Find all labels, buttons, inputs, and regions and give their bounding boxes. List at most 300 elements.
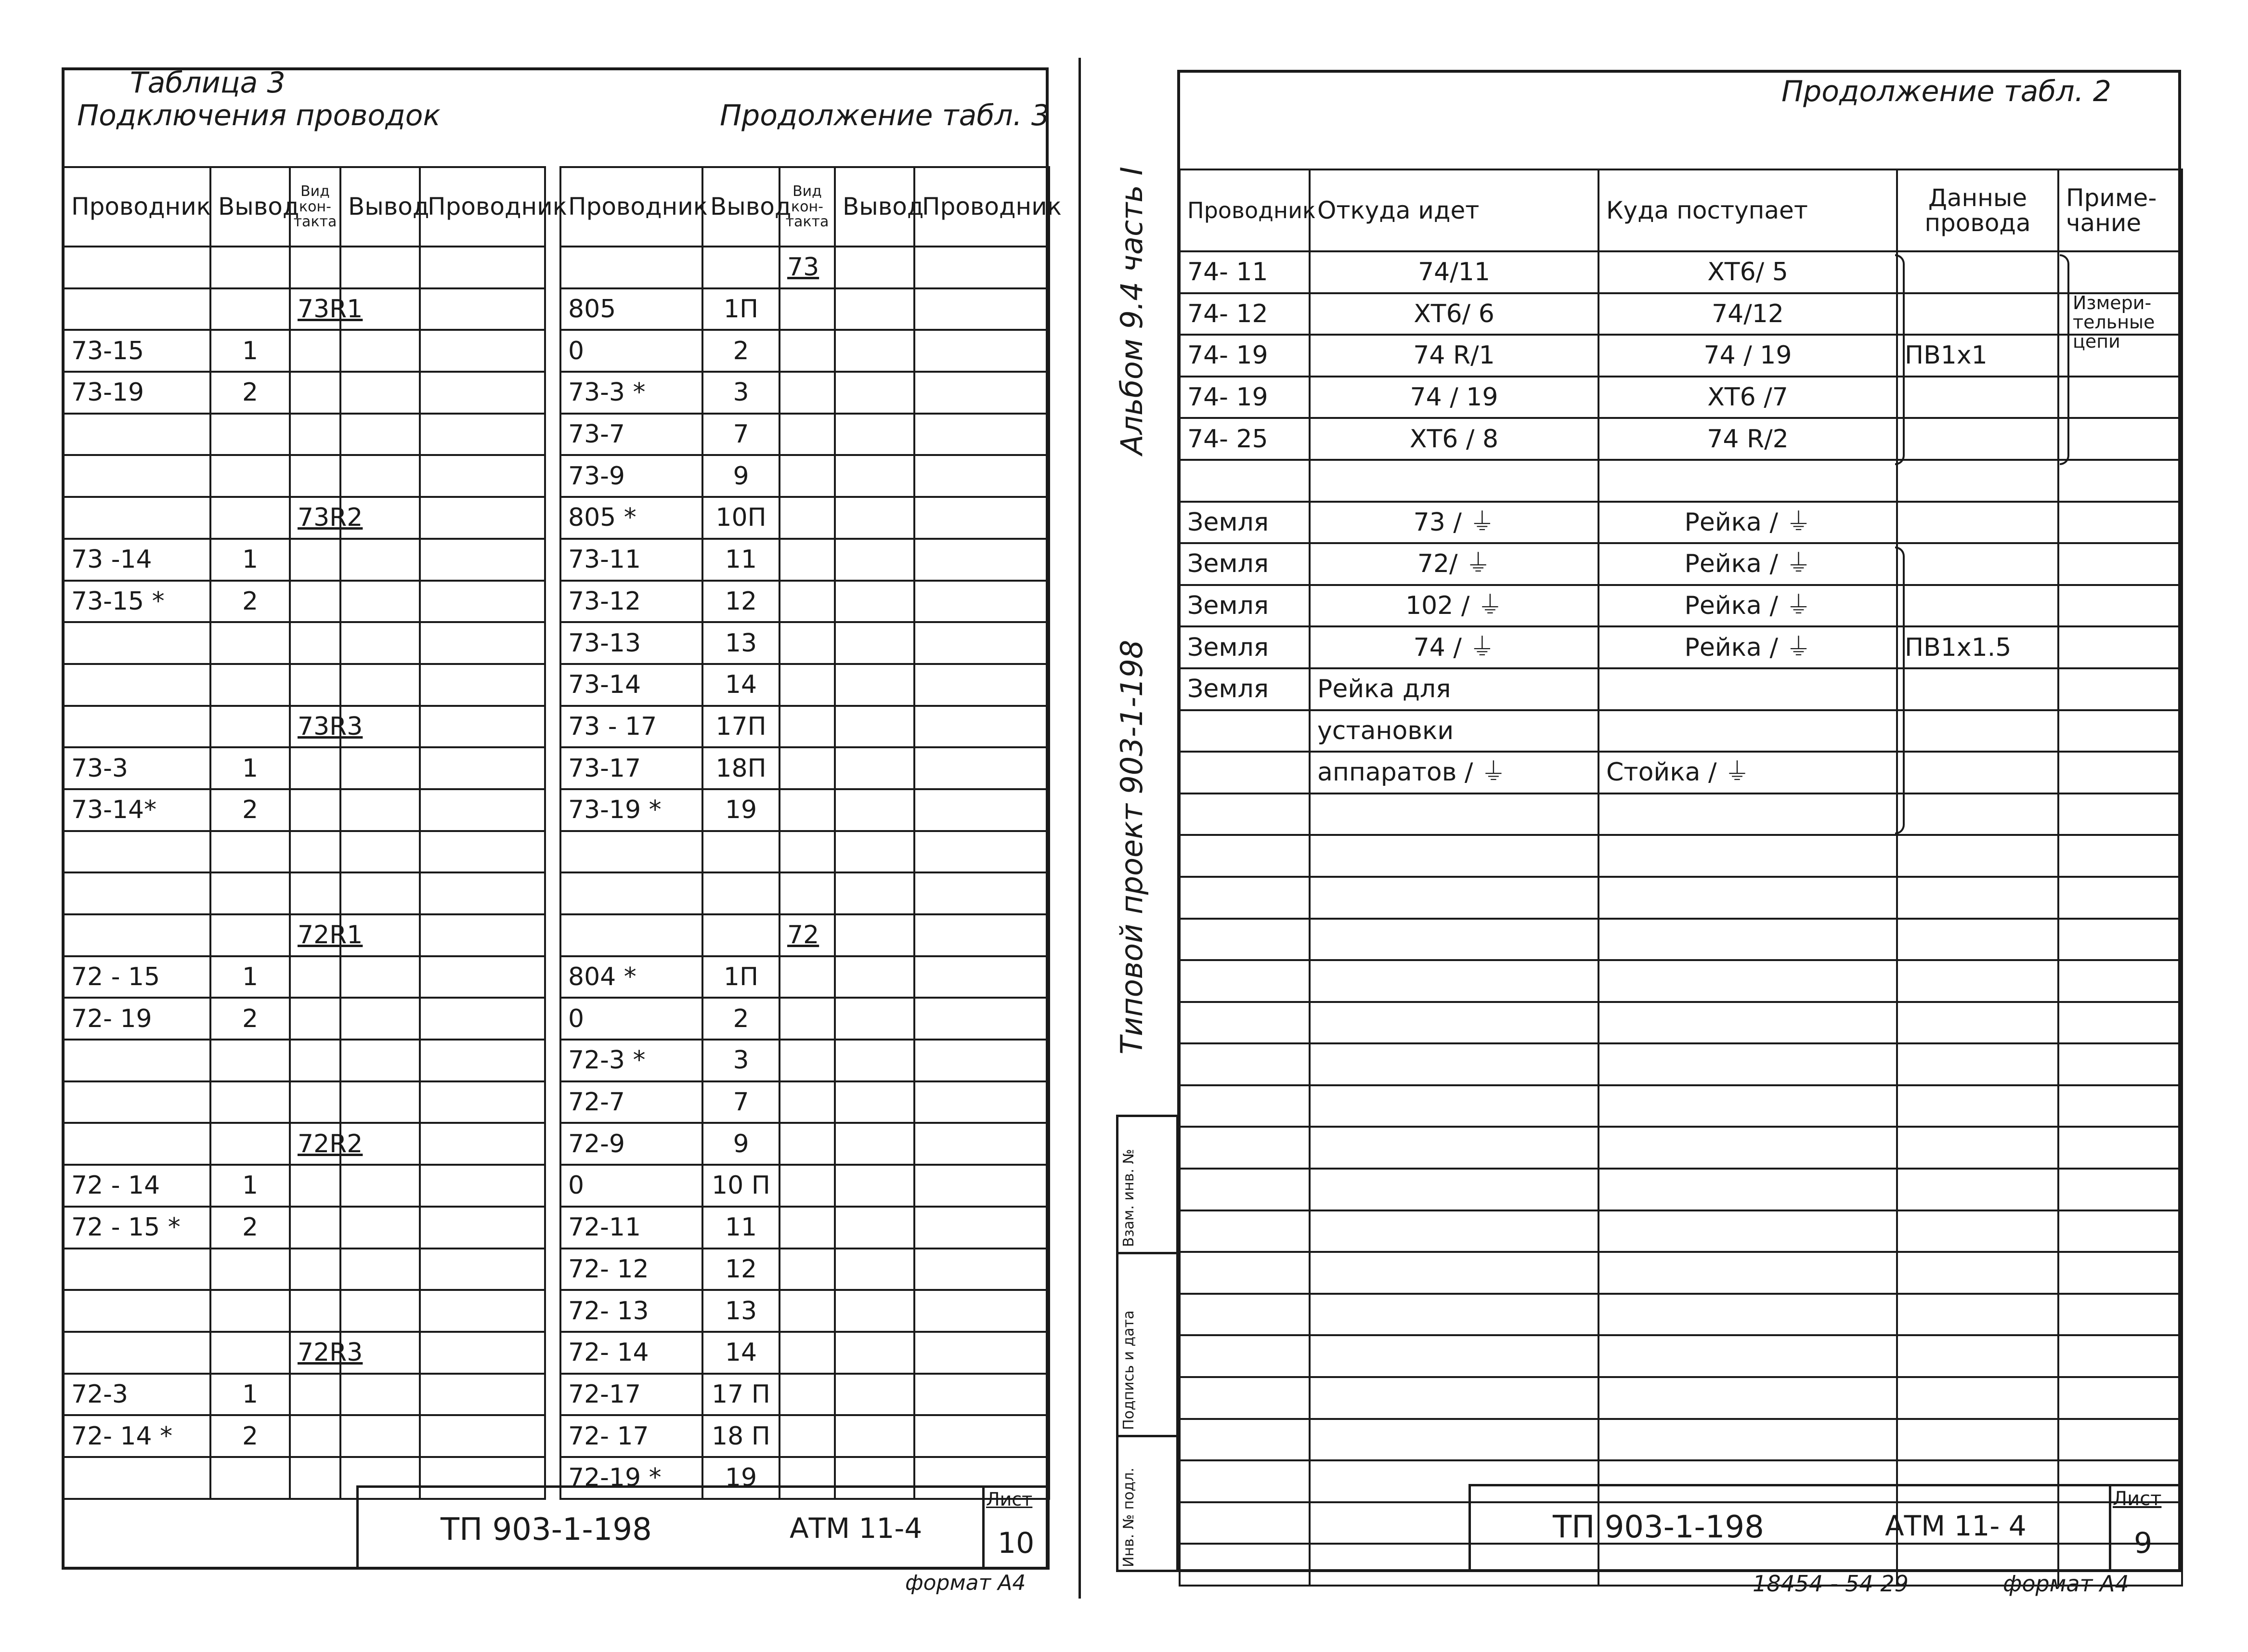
table-cell	[1180, 1252, 1310, 1294]
table-cell	[1897, 293, 2058, 335]
table-cell	[835, 1081, 914, 1123]
table-row	[560, 497, 1049, 539]
left-sheet-number: 10	[998, 1526, 1035, 1560]
table-cell	[1897, 960, 2058, 1002]
table-row	[1180, 1169, 2182, 1210]
table-cell	[210, 872, 290, 914]
table-row	[64, 1207, 545, 1249]
table-cell	[64, 1290, 210, 1332]
table-row	[560, 539, 1049, 581]
table-cell: 102 / ⏚	[1310, 585, 1598, 627]
table-cell	[780, 1123, 835, 1165]
table-cell: 72-3	[64, 1374, 210, 1416]
table-cell: 72 - 15 *	[64, 1207, 210, 1249]
table-cell	[210, 1332, 290, 1374]
table-cell	[835, 1207, 914, 1249]
header-wire-data: Данные провода	[1897, 169, 2058, 251]
table-cell	[1310, 460, 1598, 502]
table-cell	[835, 831, 914, 873]
table-cell	[290, 747, 340, 789]
table-cell	[1180, 1502, 1310, 1544]
table-cell	[835, 539, 914, 581]
table-cell	[780, 622, 835, 664]
side-stamp-divider	[1116, 1252, 1179, 1254]
table-cell	[1897, 752, 2058, 793]
table-row	[64, 664, 545, 706]
table-cell: 14	[702, 664, 780, 706]
table-row	[64, 1165, 545, 1207]
table-row	[560, 664, 1049, 706]
table-cell	[1598, 1377, 1897, 1419]
table-cell	[835, 414, 914, 455]
table-cell	[420, 1332, 545, 1374]
table-cell	[340, 1040, 420, 1081]
table-cell: Земля	[1180, 502, 1310, 544]
table-row	[64, 914, 545, 956]
right-table	[1179, 169, 2183, 1587]
table-cell	[914, 414, 1049, 455]
table-cell	[835, 1415, 914, 1457]
table-row	[64, 581, 545, 623]
table-cell	[780, 956, 835, 998]
table-cell	[1598, 919, 1897, 961]
table-cell: 3	[702, 372, 780, 414]
table-cell	[290, 1374, 340, 1416]
table-cell: 13	[702, 1290, 780, 1332]
table-cell	[1598, 1335, 1897, 1377]
table-row	[64, 1040, 545, 1081]
table-cell	[780, 664, 835, 706]
table-row	[560, 872, 1049, 914]
table-cell	[1180, 1544, 1310, 1586]
table-cell	[340, 1165, 420, 1207]
table-cell: 14	[702, 1332, 780, 1374]
table-cell	[2058, 835, 2182, 877]
table-cell	[1598, 1252, 1897, 1294]
table-cell: 73-14	[560, 664, 702, 706]
table-cell	[340, 330, 420, 372]
table-cell: 73R1	[290, 288, 340, 330]
table-cell: 72- 19	[64, 998, 210, 1040]
table-cell	[835, 1165, 914, 1207]
table-cell	[1180, 1460, 1310, 1502]
table-cell: 73	[780, 247, 835, 288]
table-cell	[420, 747, 545, 789]
table-row	[560, 1040, 1049, 1081]
table-cell	[1897, 585, 2058, 627]
table-cell	[420, 622, 545, 664]
table-cell	[1897, 1169, 2058, 1210]
table-row	[560, 998, 1049, 1040]
table-cell	[290, 455, 340, 497]
table-cell: 72-11	[560, 1207, 702, 1249]
table-row	[64, 455, 545, 497]
table-cell	[1897, 1002, 2058, 1044]
table-row	[560, 330, 1049, 372]
table-cell: 74- 25	[1180, 418, 1310, 460]
table-row	[560, 1081, 1049, 1123]
table-cell	[914, 706, 1049, 748]
table-cell	[1598, 793, 1897, 835]
table-cell	[1180, 1085, 1310, 1127]
table-cell: 72- 13	[560, 1290, 702, 1332]
table-cell	[1897, 543, 2058, 585]
table-cell: 10 П	[702, 1165, 780, 1207]
table-cell: 3	[702, 1040, 780, 1081]
table-cell	[914, 1332, 1049, 1374]
table-cell	[420, 247, 545, 288]
table-cell	[835, 581, 914, 623]
table-cell	[1310, 1169, 1598, 1210]
table-row	[64, 1081, 545, 1123]
table-cell	[914, 914, 1049, 956]
table-row	[1180, 1419, 2182, 1461]
table-cell	[560, 914, 702, 956]
table-cell	[340, 831, 420, 873]
table-row	[1180, 835, 2182, 877]
group-brace	[2060, 254, 2069, 465]
table-cell: 73-19 *	[560, 789, 702, 831]
table-cell	[1310, 1252, 1598, 1294]
table-row	[1180, 543, 2182, 585]
table-cell: установки	[1310, 710, 1598, 752]
table-cell	[835, 622, 914, 664]
table-row	[560, 789, 1049, 831]
table-cell	[1310, 793, 1598, 835]
table-cell	[420, 831, 545, 873]
table-cell	[340, 956, 420, 998]
table-cell: 2	[210, 372, 290, 414]
table-cell	[420, 914, 545, 956]
table-cell	[1598, 1210, 1897, 1252]
table-cell	[210, 831, 290, 873]
table-row	[560, 831, 1049, 873]
table-cell: 72- 14	[560, 1332, 702, 1374]
table-cell: 2	[210, 1415, 290, 1457]
table-cell	[914, 330, 1049, 372]
table-cell	[340, 455, 420, 497]
table-row	[560, 706, 1049, 748]
table-cell	[914, 664, 1049, 706]
table-cell: 7	[702, 414, 780, 455]
table-cell	[780, 789, 835, 831]
table-cell: 804 *	[560, 956, 702, 998]
table-cell	[210, 664, 290, 706]
table-cell	[420, 1415, 545, 1457]
table-cell	[835, 998, 914, 1040]
table-cell: 2	[210, 998, 290, 1040]
table-cell	[64, 247, 210, 288]
table-cell: 11	[702, 1207, 780, 1249]
table-cell	[340, 747, 420, 789]
table-cell: 10П	[702, 497, 780, 539]
table-cell	[2058, 877, 2182, 919]
table-cell	[420, 1249, 545, 1290]
table-cell: 74- 19	[1180, 335, 1310, 377]
table-cell	[2058, 585, 2182, 627]
table-cell: Рейка / ⏚	[1598, 543, 1897, 585]
table-cell	[780, 288, 835, 330]
table-cell	[210, 706, 290, 748]
table-cell	[1180, 919, 1310, 961]
table-cell: 73-19	[64, 372, 210, 414]
table-cell: 9	[702, 1123, 780, 1165]
table-cell	[290, 1249, 340, 1290]
table-row	[560, 372, 1049, 414]
table-cell	[780, 330, 835, 372]
table-cell	[1180, 1335, 1310, 1377]
table-cell: 2	[702, 998, 780, 1040]
table-cell	[835, 455, 914, 497]
table-cell	[835, 956, 914, 998]
table-cell: Рейка / ⏚	[1598, 585, 1897, 627]
table-cell	[340, 372, 420, 414]
table-row	[1180, 710, 2182, 752]
table-cell: 72/ ⏚	[1310, 543, 1598, 585]
table-cell	[835, 1040, 914, 1081]
table-row	[1180, 793, 2182, 835]
table-cell: 2	[210, 789, 290, 831]
group-brace	[1895, 254, 1905, 465]
header-contact-type: Вид кон- такта	[780, 167, 835, 247]
table-cell	[1310, 960, 1598, 1002]
table-row	[64, 998, 545, 1040]
table-row	[560, 414, 1049, 455]
table-cell	[290, 372, 340, 414]
table-cell	[340, 998, 420, 1040]
table-cell	[914, 998, 1049, 1040]
table-cell: 72 - 15	[64, 956, 210, 998]
table-cell	[420, 288, 545, 330]
table-row	[1180, 1252, 2182, 1294]
table-cell	[914, 1207, 1049, 1249]
table-cell	[420, 1207, 545, 1249]
table-cell	[2058, 919, 2182, 961]
table-cell: 72-19 *	[560, 1457, 702, 1499]
table-cell: ХТ6/ 6	[1310, 293, 1598, 335]
table-cell	[2058, 1002, 2182, 1044]
left-table-b	[559, 166, 1062, 1500]
table-row	[1180, 460, 2182, 502]
table-cell	[210, 914, 290, 956]
table-cell: 2	[210, 1207, 290, 1249]
table-cell	[340, 1415, 420, 1457]
header-conductor: Проводник	[64, 167, 210, 247]
table-cell	[340, 581, 420, 623]
table-row	[1180, 626, 2182, 668]
table-cell	[914, 1249, 1049, 1290]
table-cell	[835, 914, 914, 956]
table-cell	[340, 622, 420, 664]
table-row	[64, 831, 545, 873]
table-cell	[1598, 1002, 1897, 1044]
table-cell	[914, 1290, 1049, 1332]
measurement-circuits-note: Измери- тельные цепи	[2073, 292, 2155, 352]
table-cell: 72- 14 *	[64, 1415, 210, 1457]
table-cell	[420, 455, 545, 497]
table-cell: Рейка для	[1310, 668, 1598, 710]
table-cell	[420, 414, 545, 455]
table-cell	[835, 247, 914, 288]
table-cell	[340, 247, 420, 288]
table-cell	[835, 372, 914, 414]
table-cell	[560, 872, 702, 914]
table-cell	[835, 288, 914, 330]
table-cell	[780, 1290, 835, 1332]
table-row	[560, 1374, 1049, 1416]
table-cell	[1897, 668, 2058, 710]
table-cell	[1310, 1002, 1598, 1044]
table-cell	[1897, 377, 2058, 418]
table-cell: 72R1	[290, 914, 340, 956]
table-cell	[290, 998, 340, 1040]
table-cell	[702, 831, 780, 873]
table-cell	[914, 831, 1049, 873]
side-label-replaced: Взам. инв. №	[1120, 1149, 1137, 1247]
table-cell	[780, 539, 835, 581]
table-cell	[64, 288, 210, 330]
table-cell	[914, 1415, 1049, 1457]
table-cell: 18П	[702, 747, 780, 789]
left-drawing-mark: АТМ 11-4	[790, 1512, 923, 1545]
table-row	[560, 1415, 1049, 1457]
table-cell: 74 / 19	[1598, 335, 1897, 377]
table-cell: 0	[560, 1165, 702, 1207]
table-cell	[2058, 793, 2182, 835]
table-cell	[1897, 1043, 2058, 1085]
table-cell: 1	[210, 747, 290, 789]
table-cell	[1310, 1043, 1598, 1085]
table-cell: 74 / 19	[1310, 377, 1598, 418]
table-cell	[64, 455, 210, 497]
table-cell	[1310, 1210, 1598, 1252]
table-cell	[340, 872, 420, 914]
table-cell: 74- 19	[1180, 377, 1310, 418]
right-sheet-number: 9	[2134, 1526, 2153, 1560]
table-cell: 1П	[702, 956, 780, 998]
table-cell	[1897, 1377, 2058, 1419]
table-cell	[780, 1332, 835, 1374]
table-cell	[1897, 1294, 2058, 1336]
table-row	[64, 1374, 545, 1416]
table-cell: 74/11	[1310, 251, 1598, 293]
right-drawing-code: ТП 903-1-198	[1553, 1509, 1764, 1545]
table-cell	[1310, 919, 1598, 961]
table-cell: 74 R/1	[1310, 335, 1598, 377]
side-stamp-divider	[1116, 1435, 1179, 1437]
table-cell	[914, 1040, 1049, 1081]
table-cell	[2058, 1043, 2182, 1085]
table-cell	[1180, 1002, 1310, 1044]
table-cell	[290, 872, 340, 914]
header-conductor: Проводник	[914, 167, 1049, 247]
table-cell	[340, 664, 420, 706]
right-sheet-label: Лист	[2113, 1488, 2162, 1510]
right-continuation: Продолжение табл. 2	[1781, 75, 2112, 108]
table-cell	[780, 372, 835, 414]
table-cell	[64, 1081, 210, 1123]
table-cell	[835, 747, 914, 789]
table-cell: 72- 17	[560, 1415, 702, 1457]
table-row	[560, 1249, 1049, 1290]
table-cell	[1310, 1377, 1598, 1419]
table-cell: 73-3	[64, 747, 210, 789]
table-cell	[835, 1249, 914, 1290]
table-cell	[780, 998, 835, 1040]
table-cell	[780, 414, 835, 455]
table-cell	[420, 956, 545, 998]
table-cell	[2058, 1169, 2182, 1210]
header-terminal: Вывод	[210, 167, 290, 247]
table-cell: 74- 12	[1180, 293, 1310, 335]
table-cell	[1598, 668, 1897, 710]
table-cell: 73-17	[560, 747, 702, 789]
table-cell: Земля	[1180, 668, 1310, 710]
table-cell	[1897, 835, 2058, 877]
table-cell	[1180, 710, 1310, 752]
table-cell	[64, 1123, 210, 1165]
table-cell	[2058, 1294, 2182, 1336]
table-cell	[1598, 1043, 1897, 1085]
table-cell	[2058, 752, 2182, 793]
table-cell	[914, 247, 1049, 288]
table-cell: 12	[702, 1249, 780, 1290]
header-terminal: Вывод	[340, 167, 420, 247]
table-row	[1180, 668, 2182, 710]
header-conductor: Проводник	[560, 167, 702, 247]
table-row	[64, 789, 545, 831]
table-cell: аппаратов / ⏚	[1310, 752, 1598, 793]
table-cell: 13	[702, 622, 780, 664]
table-cell	[2058, 668, 2182, 710]
table-row	[64, 414, 545, 455]
table-cell	[1897, 710, 2058, 752]
table-cell: 1	[210, 1165, 290, 1207]
table-cell	[914, 1081, 1049, 1123]
table-cell: 72 - 14	[64, 1165, 210, 1207]
table-cell: 1	[210, 1374, 290, 1416]
table-cell	[835, 1374, 914, 1416]
table-cell	[1897, 460, 2058, 502]
table-row	[64, 1123, 545, 1165]
project-vertical-title: Типовой проект 903-1-198	[1114, 639, 1149, 1054]
table-cell	[1180, 1377, 1310, 1419]
table-row	[560, 247, 1049, 288]
table-cell	[914, 581, 1049, 623]
table-row	[64, 372, 545, 414]
header-terminal: Вывод	[835, 167, 914, 247]
album-vertical-title: Альбом 9.4 часть I	[1114, 167, 1149, 455]
table-cell: 73R3	[290, 706, 340, 748]
table-row	[1180, 960, 2182, 1002]
table-cell	[290, 664, 340, 706]
table-cell	[210, 622, 290, 664]
table-cell	[1310, 877, 1598, 919]
table-row	[1180, 1043, 2182, 1085]
table-cell: 73-7	[560, 414, 702, 455]
table-cell: 11	[702, 539, 780, 581]
left-format-label: формат А4	[905, 1571, 1026, 1595]
table-cell: 73-15 *	[64, 581, 210, 623]
table-cell	[420, 664, 545, 706]
table-row	[560, 956, 1049, 998]
header-conductor: Проводник	[420, 167, 545, 247]
table-cell	[914, 497, 1049, 539]
table-cell	[835, 1123, 914, 1165]
side-label-signature: Подпись и дата	[1120, 1310, 1137, 1430]
table-cell	[210, 414, 290, 455]
table-cell	[290, 1457, 340, 1499]
